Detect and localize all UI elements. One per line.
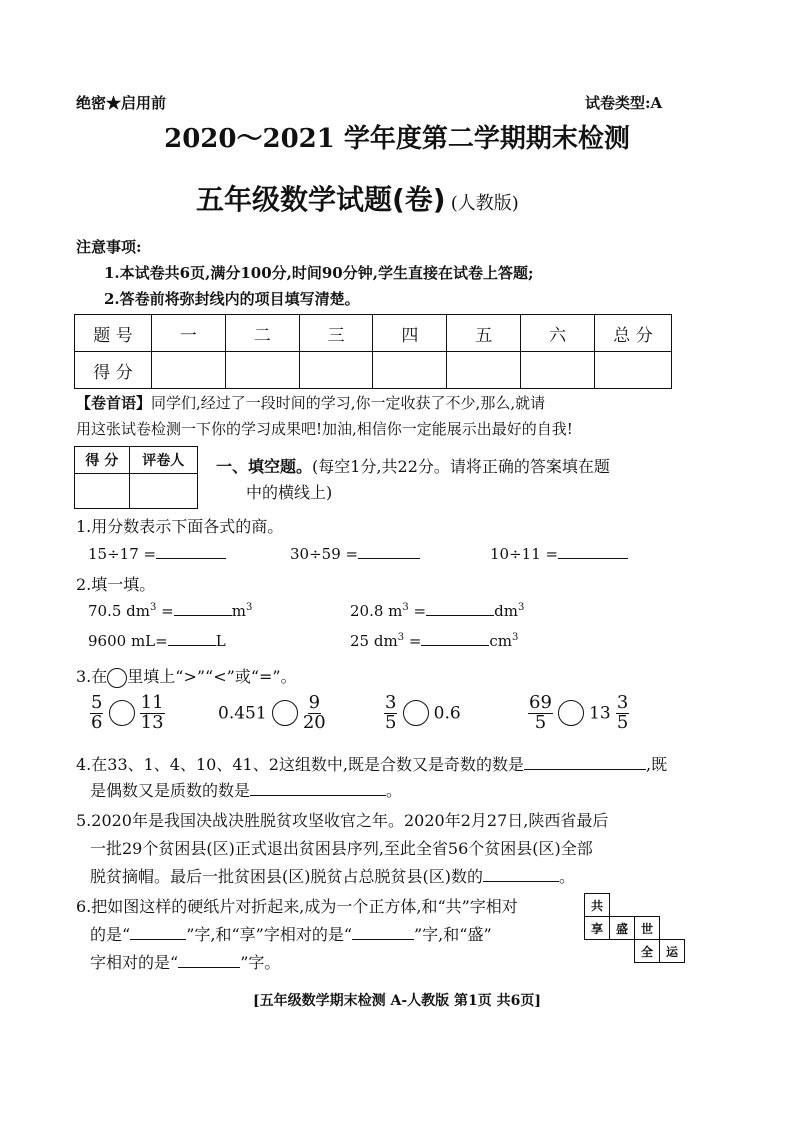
q1-item-3 — [490, 545, 628, 563]
unit-label: cm — [489, 632, 513, 650]
q6-text-3b: ”字。 — [240, 953, 281, 972]
q2-expr: 25 dm — [350, 632, 398, 650]
grader-name-label: 评卷人 — [129, 447, 197, 474]
decimal-value: 0.451 — [218, 703, 267, 724]
decimal-value: 0.6 — [433, 703, 461, 724]
q5-text-1: 5.2020年是我国决战决胜脱贫攻坚收官之年。2020年2月27日,陕西省最后 — [76, 811, 609, 830]
answer-blank[interactable] — [558, 558, 628, 559]
score-cell[interactable] — [595, 352, 672, 389]
numerator: 3 — [385, 692, 397, 713]
q5-line-3 — [90, 864, 575, 887]
denominator: 5 — [616, 711, 629, 733]
exam-subtitle-block — [196, 178, 519, 218]
score-header-cell: 一 — [152, 315, 226, 352]
denominator: 5 — [385, 711, 397, 733]
score-cell[interactable] — [299, 352, 373, 389]
q3-text-pre: 3.在 — [76, 667, 108, 686]
score-table-header-row — [75, 315, 672, 352]
fraction — [90, 694, 103, 733]
score-header-cell: 题 号 — [75, 315, 152, 352]
q6-line-2 — [90, 922, 492, 945]
q3-compare-2 — [218, 694, 326, 733]
q4-text-1: 4.在33、1、4、10、41、2这组数中,既是合数又是奇数的数是 — [76, 755, 524, 774]
score-cell[interactable] — [225, 352, 299, 389]
denominator: 20 — [302, 711, 326, 733]
q2-item-2: 20.8 $m^3 = dm^3$ — [350, 602, 525, 620]
q2-expr: 9600 mL= — [88, 632, 168, 650]
answer-blank[interactable] — [168, 645, 216, 646]
score-cell[interactable] — [521, 352, 595, 389]
section1-title: 一、填空题。 — [216, 457, 313, 476]
compare-circle[interactable] — [272, 700, 298, 726]
preface-text-2: 用这张试卷检测一下你的学习成果吧!加油,相信你一定能展示出最好的自我! — [76, 420, 573, 438]
section1-desc-2: 中的横线上) — [246, 483, 333, 502]
score-cell[interactable] — [373, 352, 447, 389]
notes-item-1: 1.本试卷共6页,满分100分,时间90分钟,学生直接在试卷上答题; — [104, 264, 534, 282]
score-header-cell: 三 — [299, 315, 373, 352]
q2-item-1: 70.5 $dm^3 = m^3$ — [88, 602, 253, 620]
numerator: 9 — [308, 692, 321, 713]
compare-circle[interactable] — [403, 700, 429, 726]
score-row-label: 得 分 — [75, 352, 152, 389]
fraction — [528, 694, 553, 733]
score-cell[interactable] — [447, 352, 521, 389]
q4-text-2: 是偶数又是质数的数是 — [90, 781, 251, 800]
fraction — [303, 694, 326, 733]
q1-expr-2: 30÷59 = — [290, 545, 359, 563]
unit-label: L — [215, 632, 226, 650]
q3-compare-1 — [90, 694, 165, 733]
cube-face: 全 — [635, 940, 660, 963]
q5-text-2: 一批29个贫困县(区)正式退出贫困县序列,至此全省56个贫困县(区)全部 — [90, 839, 593, 858]
mixed-whole: 13 — [589, 703, 611, 724]
q6-text-3a: 字相对的是“ — [90, 953, 179, 972]
equals-sign: = — [404, 632, 422, 650]
score-header-cell: 四 — [373, 315, 447, 352]
q2-expr: 70.5 dm — [88, 602, 150, 620]
grader-box — [74, 446, 198, 509]
preface-text-1: 同学们,经过了一段时间的学习,你一定收获了不少,那么,就请 — [151, 394, 546, 412]
q6-line-3 — [90, 950, 280, 973]
equals-sign: = — [156, 602, 174, 620]
numerator: 11 — [140, 692, 164, 713]
q5-text-3: 脱贫摘帽。最后一批贫困县(区)脱贫占总脱贫县(区)数的 — [90, 867, 483, 886]
edition-label: (人教版) — [450, 193, 519, 214]
numerator: 69 — [529, 692, 552, 713]
q5-text-3-end: 。 — [558, 867, 575, 886]
fraction — [616, 694, 629, 733]
score-table-score-row — [75, 352, 672, 389]
answer-blank[interactable] — [130, 939, 186, 940]
score-header-cell: 二 — [225, 315, 299, 352]
circle-icon — [107, 668, 127, 688]
preface-line-1 — [76, 392, 545, 413]
grader-score-cell[interactable] — [75, 474, 130, 509]
answer-blank[interactable] — [524, 769, 646, 770]
confidential-label: 绝密★启用前 — [76, 94, 167, 112]
score-header-cell: 六 — [521, 315, 595, 352]
grader-score-label: 得 分 — [75, 447, 130, 474]
numerator: 5 — [91, 692, 103, 713]
q1-item-2 — [290, 545, 420, 563]
q1-expr-1: 15÷17 = — [88, 545, 157, 563]
answer-blank[interactable] — [250, 795, 386, 796]
notes-item-2: 2.答卷前将弥封线内的项目填写清楚。 — [104, 290, 360, 308]
q1-expr-3: 10÷11 = — [490, 545, 559, 563]
grader-name-cell[interactable] — [129, 474, 197, 509]
q6-text-1: 6.把如图这样的硬纸片对折起来,成为一个正方体,和“共”字相对 — [76, 897, 518, 916]
q4-text-1-end: ,既 — [645, 755, 668, 774]
q2-item-4: 25 $dm^3 = cm^3$ — [350, 632, 519, 650]
notes-heading: 注意事项: — [76, 238, 142, 256]
cube-face: 盛 — [610, 917, 635, 940]
q3-compare-3 — [384, 694, 461, 733]
cube-face: 享 — [585, 917, 610, 940]
answer-blank[interactable] — [174, 615, 232, 616]
numerator: 3 — [616, 692, 629, 713]
cube-face: 世 — [635, 917, 660, 940]
answer-blank[interactable] — [483, 881, 559, 882]
answer-blank[interactable] — [352, 939, 414, 940]
section1-desc-1: (每空1分,共22分。请将正确的答案填在题 — [312, 457, 610, 476]
q2-item-3 — [88, 632, 226, 650]
q3-text — [76, 664, 297, 688]
q1-item-1 — [88, 545, 226, 563]
section1-heading — [216, 454, 610, 477]
q4-line-2 — [90, 778, 402, 801]
exam-subtitle: 五年级数学试题(卷) — [196, 183, 446, 216]
score-header-cell: 五 — [447, 315, 521, 352]
preface-label: 【卷首语】 — [76, 394, 152, 412]
score-cell[interactable] — [152, 352, 226, 389]
compare-circle[interactable] — [558, 700, 584, 726]
unit-label: m — [231, 602, 246, 620]
cube-face: 共 — [585, 894, 610, 917]
answer-blank[interactable] — [421, 645, 489, 646]
q1-text: 1.用分数表示下面各式的商。 — [76, 517, 284, 536]
q2-expr: 20.8 m — [350, 602, 403, 620]
score-header-cell: 总 分 — [595, 315, 672, 352]
answer-blank[interactable] — [426, 615, 494, 616]
denominator: 13 — [140, 711, 164, 733]
paper-type-label: 试卷类型:A — [585, 94, 663, 112]
score-table — [74, 314, 672, 389]
q6-text-2a: 的是“ — [90, 925, 131, 944]
q3-text-post: 里填上“>”“<”或“=”。 — [127, 667, 297, 686]
unit-label: dm — [494, 602, 518, 620]
fraction — [384, 694, 397, 733]
q4-text-2-end: 。 — [386, 781, 403, 800]
q3-compare-4 — [528, 694, 629, 733]
denominator: 5 — [534, 711, 547, 733]
cube-face: 运 — [660, 940, 685, 963]
q2-text: 2.填一填。 — [76, 575, 156, 594]
answer-blank[interactable] — [156, 558, 226, 559]
cube-net-diagram — [584, 893, 685, 963]
compare-circle[interactable] — [109, 700, 135, 726]
equals-sign: = — [408, 602, 427, 620]
page-footer: [五年级数学期末检测 A-人教版 第1页 共6页] — [252, 993, 542, 1009]
answer-blank[interactable] — [178, 967, 240, 968]
q6-text-2c: ”字,和“盛” — [414, 925, 492, 944]
exam-title: 2020～2021 学年度第二学期期末检测 — [164, 124, 630, 154]
answer-blank[interactable] — [358, 558, 420, 559]
fraction — [140, 694, 165, 733]
q4-line-1 — [76, 752, 667, 775]
q6-text-2b: ”字,和“享”字相对的是“ — [186, 925, 352, 944]
denominator: 6 — [91, 711, 103, 733]
